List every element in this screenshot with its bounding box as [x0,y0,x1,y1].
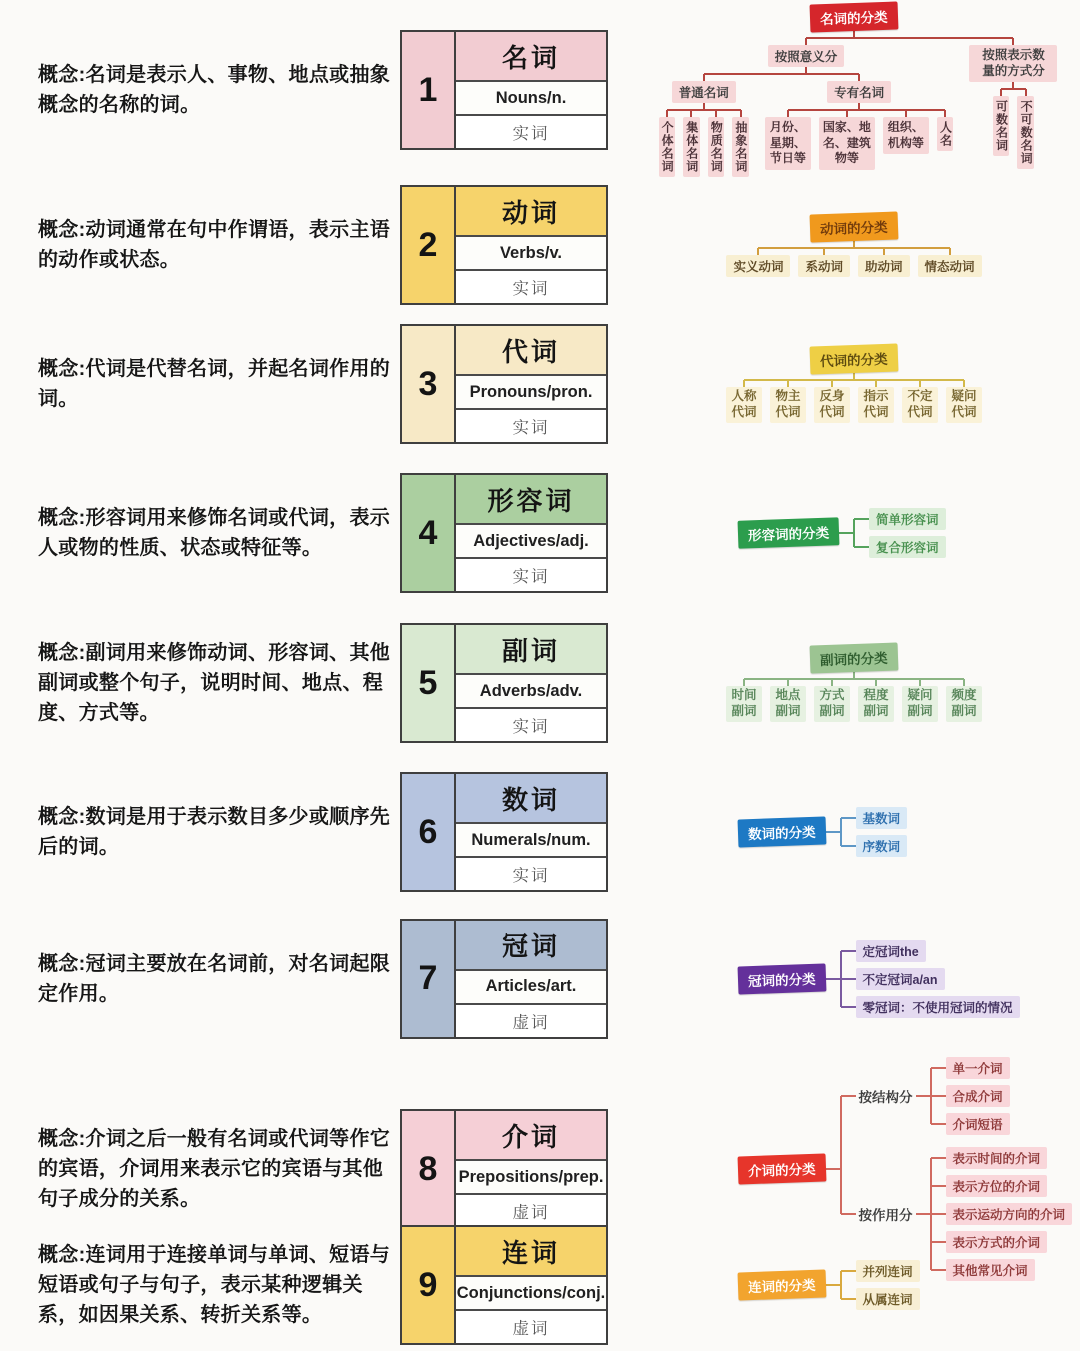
card-title: 介词 [456,1111,606,1159]
tree-leaf: 零冠词：不使用冠词的情况 [856,996,1020,1018]
tree-branch-label: 按结构分 [858,1090,913,1105]
tree-root: 介词的分类 [738,1153,826,1184]
tree-leaf: 指示代词 [858,387,894,422]
tree-root: 代词的分类 [810,344,898,375]
card-english: Pronouns/pron. [456,374,606,408]
card-english: Adverbs/adv. [456,673,606,707]
card-body [456,1227,606,1343]
pos-card-adjectives [400,473,628,593]
card-english: Nouns/n. [456,80,606,114]
tree-leaf: 并列连词 [856,1260,920,1282]
pos-card-pronouns [400,324,628,444]
tree-root: 冠词的分类 [738,963,826,994]
card-english: Conjunctions/conj. [456,1275,606,1309]
tree-leaf: 组织、机构等 [883,117,929,154]
tree-root: 动词的分类 [810,211,898,242]
verb-classification-tree [628,180,1080,310]
card-number: 5 [402,625,456,741]
tree-leaf: 方式副词 [814,686,850,721]
connector-line [916,1213,931,1215]
tree-branch-label: 专有名词 [827,81,891,103]
card-title: 连词 [456,1227,606,1275]
concept-text: 概念:连词用于连接单词与单词、短语与短语或句子与句子，表示某种逻辑关系，如因果关系、转折关系等。 [38,1244,391,1326]
tree-leaf: 国家、地名、建筑物等 [819,117,875,170]
adverb-classification-tree [628,608,1080,758]
card-category: 实词 [456,269,606,303]
card-english: Adjectives/adj. [456,523,606,557]
numeral-classification-tree [628,758,1080,906]
card-title: 代词 [456,326,606,374]
tree-branch-label: 按作用分 [858,1208,913,1223]
tree-leaf: 地点副词 [770,686,806,721]
pos-card [400,1225,608,1345]
tree-branch-label: 按照表示数量的方式分 [969,45,1057,82]
tree-leaf: 定冠词the [856,940,926,962]
tree-leaf: 时间副词 [726,686,762,721]
tree-leaf: 介词短语 [946,1113,1010,1135]
pos-card-prepositions [400,1109,628,1229]
pos-card [400,324,608,444]
tree-leaf: 情态动词 [918,255,982,277]
tree-leaf: 人名 [937,117,954,151]
card-number: 3 [402,326,456,442]
adjective-classification-tree [628,458,1080,608]
tree-leaf: 助动词 [858,255,910,277]
tree-root: 名词的分类 [810,1,898,32]
tree-root: 数词的分类 [738,816,826,847]
card-number: 7 [402,921,456,1037]
tree-leaf: 集体名词 [683,117,700,177]
tree-leaf: 程度副词 [858,686,894,721]
connector-line [826,978,841,980]
pos-card-numerals [400,772,628,892]
concept-text: 概念:形容词用来修饰名词或代词，表示人或物的性质、状态或特征等。 [38,507,391,559]
card-number: 4 [402,475,456,591]
card-body [456,475,606,591]
card-category: 虚词 [456,1003,606,1037]
card-number: 2 [402,187,456,303]
pos-card-adverbs [400,623,628,743]
card-title: 形容词 [456,475,606,523]
card-number: 6 [402,774,456,890]
row-verbs [0,180,1080,310]
tree-leaf: 个体名词 [659,117,676,177]
concept-text: 概念:数词是用于表示数目多少或顺序先后的词。 [38,806,391,858]
tree-leaf: 表示方位的介词 [946,1175,1048,1197]
tree-leaf: 不定代词 [902,387,938,422]
card-category: 实词 [456,557,606,591]
concept-text: 概念:代词是代替名词，并起名词作用的词。 [38,358,391,410]
card-body [456,625,606,741]
tree-leaf: 不可数名词 [1017,96,1034,169]
card-number: 9 [402,1227,456,1343]
noun-classification-tree [628,0,1080,180]
tree-leaf: 频度副词 [946,686,982,721]
card-english: Verbs/v. [456,235,606,269]
pos-card [400,623,608,743]
tree-leaf: 表示时间的介词 [946,1147,1048,1169]
card-body [456,32,606,148]
card-body [456,326,606,442]
concept-text: 概念:冠词主要放在名词前，对名词起限定作用。 [38,952,391,1005]
connector-line [826,831,841,833]
pos-card [400,1109,608,1229]
tree-leaf: 简单形容词 [869,508,946,530]
concept-text: 概念:介词之后一般有名词或代词等作它的宾语，介词用来表示它的宾语与其他句子成分的关系。 [38,1128,391,1210]
card-category: 实词 [456,856,606,890]
tree-leaf: 从属连词 [856,1288,920,1310]
card-category: 虚词 [456,1309,606,1343]
tree-leaf: 可数名词 [993,96,1010,156]
connector-line [826,1168,841,1170]
row-nouns [0,0,1080,180]
concept-text: 概念:动词通常在句中作谓语，表示主语的动作或状态。 [38,219,391,271]
article-classification-tree [628,906,1080,1051]
card-title: 副词 [456,625,606,673]
connector-line [916,1095,931,1097]
card-category: 实词 [456,707,606,741]
tree-leaf: 实义动词 [726,255,790,277]
pos-card [400,473,608,593]
card-english: Numerals/num. [456,822,606,856]
tree-leaf: 合成介词 [946,1085,1010,1107]
tree-root: 连词的分类 [738,1269,826,1300]
tree-branch-label: 按照意义分 [768,45,845,67]
card-title: 动词 [456,187,606,235]
card-number: 1 [402,32,456,148]
pos-card [400,185,608,305]
card-title: 冠词 [456,921,606,969]
card-body [456,1111,606,1227]
pos-card-conjunctions [400,1225,628,1345]
tree-leaf: 疑问代词 [946,387,982,422]
concept-text: 概念:副词用来修饰动词、形容词、其他副词或整个句子，说明时间、地点、程度、方式等。 [38,642,391,724]
tree-leaf: 不定冠词a/an [856,968,945,990]
tree-leaf: 抽象名词 [732,117,749,177]
card-body [456,774,606,890]
tree-leaf: 表示运动方向的介词 [946,1203,1073,1225]
card-body [456,187,606,303]
connector-line [826,1284,841,1286]
pos-card [400,772,608,892]
row-adverbs [0,608,1080,758]
card-body [456,921,606,1037]
tree-leaf: 表示方式的介词 [946,1231,1048,1253]
row-adjectives [0,458,1080,608]
concept-text: 概念:名词是表示人、事物、地点或抽象概念的名称的词。 [38,64,391,116]
tree-root: 形容词的分类 [738,517,840,549]
tree-leaf: 人称代词 [726,387,762,422]
tree-leaf: 月份、星期、节日等 [765,117,811,170]
pos-card [400,30,608,150]
pos-card-articles [400,919,628,1039]
card-english: Prepositions/prep. [456,1159,606,1193]
tree-leaf: 物主代词 [770,387,806,422]
card-category: 虚词 [456,1193,606,1227]
tree-leaf: 单一介词 [946,1057,1010,1079]
row-numerals [0,758,1080,906]
pos-card-nouns [400,30,628,150]
card-english: Articles/art. [456,969,606,1003]
card-category: 实词 [456,408,606,442]
card-category: 实词 [456,114,606,148]
tree-leaf: 系动词 [798,255,850,277]
tree-leaf: 物质名词 [708,117,725,177]
row-pronouns [0,310,1080,458]
tree-leaf: 复合形容词 [869,536,946,558]
row-articles [0,906,1080,1051]
tree-leaf: 反身代词 [814,387,850,422]
tree-leaf: 基数词 [856,807,908,829]
tree-leaf: 序数词 [856,835,908,857]
pronoun-classification-tree [628,310,1080,458]
tree-leaf: 其他常见介词 [946,1259,1035,1281]
card-number: 8 [402,1111,456,1227]
tree-root: 副词的分类 [810,643,898,674]
card-title: 名词 [456,32,606,80]
connector-line [839,532,854,534]
pos-card-verbs [400,185,628,305]
tree-leaf: 疑问副词 [902,686,938,721]
pos-card [400,919,608,1039]
card-title: 数词 [456,774,606,822]
tree-branch-label: 普通名词 [672,81,736,103]
